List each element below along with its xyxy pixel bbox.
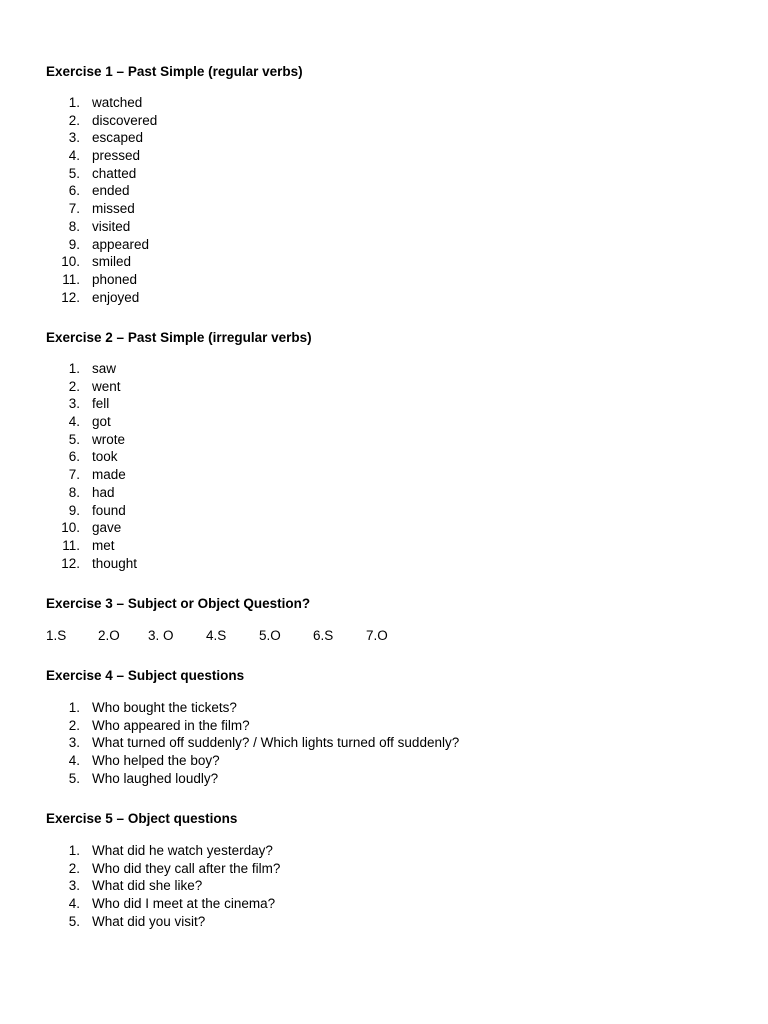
item-number: 2. — [68, 112, 80, 128]
item-text: got — [92, 414, 111, 430]
item-number: 10. — [61, 254, 80, 270]
item-number: 5. — [68, 431, 80, 447]
item-text: took — [92, 449, 118, 465]
exercise-1-heading: Exercise 1 – Past Simple (regular verbs) — [46, 64, 303, 79]
item-number: 4. — [68, 148, 80, 164]
item-text: missed — [92, 201, 135, 217]
item-text: Who appeared in the film? — [92, 717, 250, 733]
item-text: fell — [92, 396, 110, 412]
item-text: went — [92, 378, 121, 394]
item-text: watched — [92, 95, 143, 110]
item-text: Who laughed loudly? — [92, 770, 219, 786]
item-number: 6. — [68, 449, 80, 465]
answer-6: 6.S — [313, 628, 334, 643]
item-text: gave — [92, 520, 122, 536]
item-number: 3. — [68, 396, 80, 412]
answer-2: 2.O — [98, 628, 120, 643]
exercise-3-heading: Exercise 3 – Subject or Object Question? — [46, 596, 311, 611]
item-number: 6. — [68, 183, 80, 199]
item-text: found — [92, 502, 126, 518]
item-number: 4. — [68, 896, 80, 912]
item-number: 5. — [68, 913, 80, 929]
item-number: 1. — [68, 95, 80, 110]
item-number: 2. — [68, 860, 80, 876]
item-text: What did he watch yesterday? — [92, 843, 273, 858]
item-number: 2. — [68, 717, 80, 733]
item-text: Who helped the boy? — [92, 753, 220, 769]
answer-4: 4.S — [206, 628, 227, 643]
item-number: 11. — [62, 537, 80, 553]
item-text: Who bought the tickets? — [92, 700, 237, 715]
item-text: discovered — [92, 112, 158, 128]
item-text: had — [92, 484, 115, 500]
answer-3: 3. O — [148, 628, 174, 643]
item-text: chatted — [92, 165, 137, 181]
item-number: 1. — [68, 361, 80, 376]
item-number: 9. — [68, 502, 80, 518]
item-text: escaped — [92, 130, 144, 146]
item-text: Who did they call after the film? — [92, 860, 281, 876]
item-number: 2. — [68, 378, 80, 394]
answer-7: 7.O — [366, 628, 388, 643]
item-number: 10. — [61, 520, 80, 536]
item-number: 12. — [61, 555, 80, 571]
item-text: visited — [92, 218, 131, 234]
item-number: 7. — [68, 467, 80, 483]
item-text: Who did I meet at the cinema? — [92, 896, 276, 912]
item-text: appeared — [92, 236, 150, 252]
item-number: 8. — [68, 218, 80, 234]
item-number: 7. — [68, 201, 80, 217]
exercise-4-heading: Exercise 4 – Subject questions — [46, 668, 245, 683]
item-text: made — [92, 467, 126, 483]
item-number: 12. — [61, 289, 80, 305]
item-text: What did you visit? — [92, 913, 206, 929]
item-text: phoned — [92, 271, 138, 287]
item-number: 4. — [68, 414, 80, 430]
item-number: 3. — [68, 735, 80, 751]
item-text: What turned off suddenly? / Which lights turned off suddenly? — [92, 735, 460, 751]
item-text: met — [92, 537, 115, 553]
item-number: 5. — [68, 770, 80, 786]
item-text: enjoyed — [92, 289, 140, 305]
item-number: 3. — [68, 130, 80, 146]
item-number: 1. — [68, 843, 80, 858]
answer-5: 5.O — [259, 628, 281, 643]
answer-1: 1.S — [46, 628, 67, 643]
exercise-5-heading: Exercise 5 – Object questions — [46, 811, 238, 826]
item-number: 9. — [68, 236, 80, 252]
item-text: wrote — [92, 431, 126, 447]
item-number: 1. — [68, 700, 80, 715]
item-text: ended — [92, 183, 130, 199]
item-number: 8. — [68, 484, 80, 500]
item-number: 4. — [68, 753, 80, 769]
exercise-2-heading: Exercise 2 – Past Simple (irregular verbs) — [46, 330, 312, 345]
item-text: What did she like? — [92, 878, 203, 894]
item-text: pressed — [92, 148, 141, 164]
item-text: thought — [92, 555, 138, 571]
item-number: 5. — [68, 165, 80, 181]
item-text: smiled — [92, 254, 132, 270]
item-text: saw — [92, 361, 117, 376]
item-number: 11. — [62, 271, 80, 287]
item-number: 3. — [68, 878, 80, 894]
